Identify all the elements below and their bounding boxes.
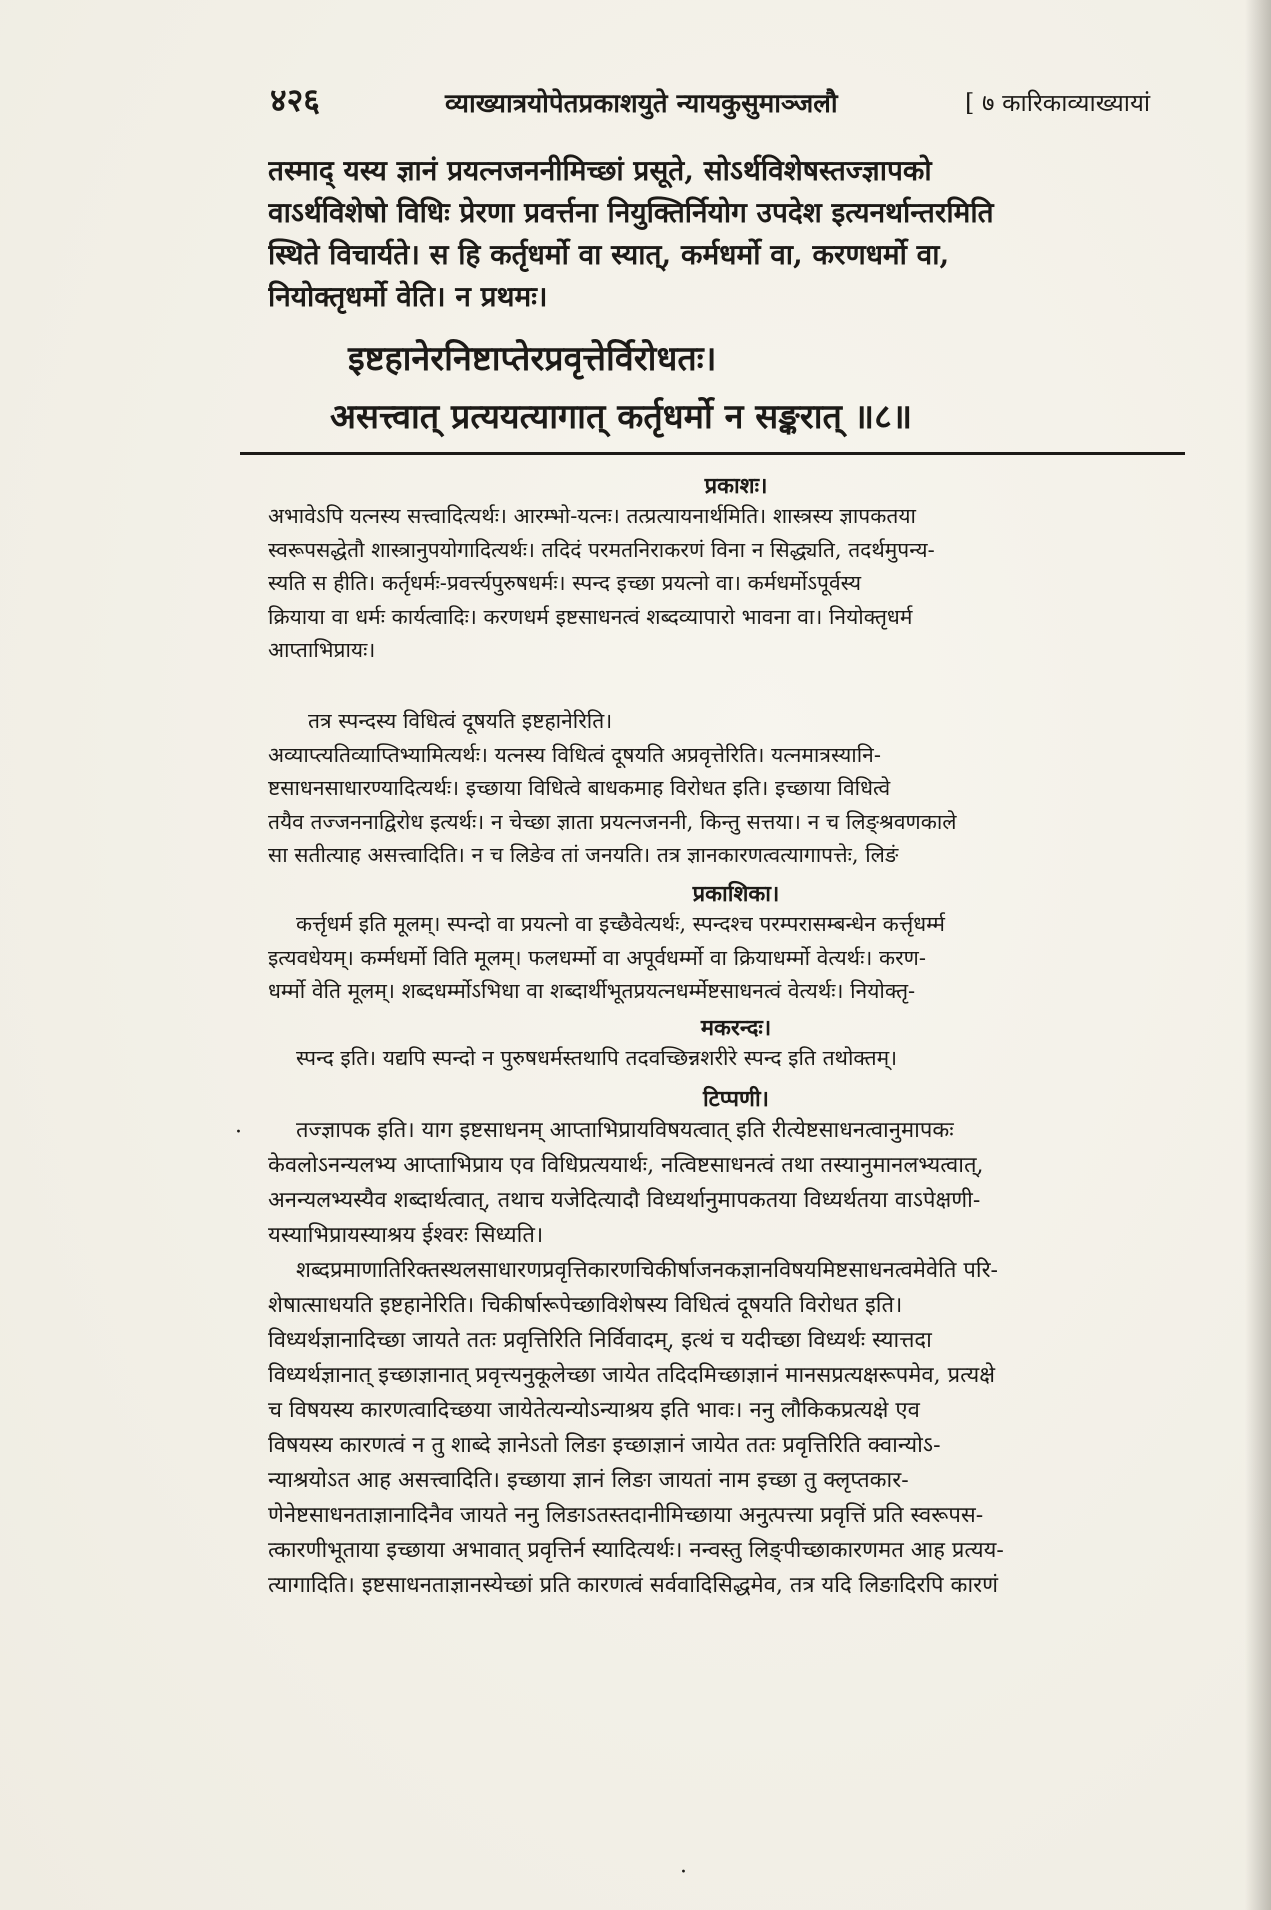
commentary-line: विध्यर्थज्ञानादिच्छा जायते ततः प्रवृत्तिरिति निर्विवादम्, इत्थं च यदीच्छा विध्यर्थः स्यात्तदा — [268, 1328, 932, 1353]
commentary-line: विषयस्य कारणत्वं न तु शाब्दे ज्ञानेऽतो लिङा इच्छाज्ञानं जायेत ततः प्रवृत्तिरिति क्वान्योऽ- — [268, 1433, 941, 1458]
commentary-line: स्यति स हीति। कर्तृधर्मः-प्रवर्त्त्यपुरुषधर्मः। स्पन्द इच्छा प्रयत्नो वा। कर्मधर्मोऽपूर्वस्य — [268, 571, 861, 595]
margin-mark: · — [680, 1860, 687, 1885]
commentary-line: अव्याप्त्यतिव्याप्तिभ्यामित्यर्थः। यत्नस्य विधित्वं दूषयति अप्रवृत्तेरिति। यत्नमात्रस्यानि- — [268, 742, 881, 767]
heading-tippani: टिप्पणी। — [702, 1086, 769, 1112]
commentary-line: यस्याभिप्रायस्याश्रय ईश्वरः सिध्यति। — [268, 1223, 544, 1248]
page-header — [270, 70, 1210, 130]
commentary-line: च विषयस्य कारणत्वादिच्छया जायेतेत्यन्योऽन्याश्रय इति भावः। ननु लौकिकप्रत्यक्षे एव — [268, 1398, 920, 1423]
commentary-line: शेषात्साधयति इष्टहानेरिति। चिकीर्षारूपेच्छाविशेषस्य विधित्वं दूषयति विरोधत इति। — [268, 1293, 903, 1318]
commentary-line: इत्यवधेयम्। कर्म्मधर्मो विति मूलम्। फलधर्म्मो वा अपूर्वधर्म्मो वा क्रियाधर्म्मो वेत्यर्थः। करण- — [268, 945, 926, 970]
commentary-line: आप्ताभिप्रायः। — [268, 638, 376, 662]
commentary-line: अनन्यलभ्यस्यैव शब्दार्थत्वात्, तथाच यजेदित्यादौ विध्यर्थानुमापकतया विध्यर्थतया वाऽपेक्षणी- — [268, 1188, 981, 1213]
karika-verse — [330, 330, 1160, 446]
prakashika-commentary — [268, 908, 1204, 1009]
verse-line: असत्त्वात् प्रत्ययत्यागात् कर्तृधर्मो न सङ्करात् ॥८॥ — [330, 397, 913, 437]
commentary-line: तज्ज्ञापक इति। याग इष्टसाधनम् आप्ताभिप्रायविषयत्वात् इति रीत्येष्टसाधनत्वानुमापकः — [296, 1118, 954, 1143]
commentary-line: शब्दप्रमाणातिरिक्तस्थलसाधारणप्रवृत्तिकारणचिकीर्षाजनकज्ञानविषयमिष्टसाधनत्वमेवेति परि- — [296, 1258, 998, 1283]
root-text-line: तस्माद् यस्य ज्ञानं प्रयत्नजननीमिच्छां प्रसूते, सोऽर्थविशेषस्तज्ज्ञापको — [268, 154, 932, 187]
page-edge-shadow — [1245, 0, 1271, 1910]
commentary-line: केवलोऽनन्यलभ्य आप्ताभिप्राय एव विधिप्रत्ययार्थः, नत्विष्टसाधनत्वं तथा तस्यानुमानलभ्यत्वात्, — [268, 1153, 984, 1178]
running-title: व्याख्यात्रयोपेतप्रकाशयुते न्यायकुसुमाञ्जलौ — [445, 89, 838, 119]
commentary-line: कर्त्तृधर्म इति मूलम्। स्पन्दो वा प्रयत्नो वा इच्छैवेत्यर्थः, स्पन्दश्च परम्परासम्बन्धेन कर्त्तृधर्म्म — [296, 912, 945, 936]
prakasha-commentary-2 — [268, 705, 1204, 873]
commentary-line: ष्टसाधनसाधारण्यादित्यर्थः। इच्छाया विधित्वे बाधकमाह विरोधत इति। इच्छाया विधित्वे — [268, 776, 891, 800]
commentary-line: न्याश्रयोऽत आह असत्त्वादिति। इच्छाया ज्ञानं लिङा जायतां नाम इच्छा तु क्लृप्तकार- — [268, 1468, 909, 1493]
root-text-line: वाऽर्थविशेषो विधिः प्रेरणा प्रवर्त्तना नियुक्तिर्नियोग उपदेश इत्यनर्थान्तरमिति — [268, 196, 994, 229]
heading-prakasha: प्रकाशः। — [704, 473, 768, 499]
commentary-line: स्वरूपसद्धेतौ शास्त्रानुपयोगादित्यर्थः। तदिदं परमतनिराकरणं विना न सिद्ध्यति, तदर्थमुपन्य- — [268, 537, 935, 562]
page-number: ४२६ — [270, 81, 320, 119]
commentary-line: त्कारणीभूताया इच्छाया अभावात् प्रवृत्तिर्न स्यादित्यर्थः। नन्वस्तु लिङ्पीच्छाकारणमत आह प्रत्यय- — [268, 1538, 1004, 1563]
commentary-line: विध्यर्थज्ञानात् इच्छाज्ञानात् प्रवृत्त्यनुकूलेच्छा जायेत तदिदमिच्छाज्ञानं मानसप्रत्यक्षरूपमेव, प्रत्यक्षे — [268, 1363, 996, 1388]
commentary-line: क्रियाया वा धर्मः कार्यत्वादिः। करणधर्म इष्टसाधनत्वं शब्दव्यापारो भावना वा। नियोक्तृधर्म — [268, 604, 913, 629]
commentary-line: स्पन्द इति। यद्यपि स्पन्दो न पुरुषधर्मस्तथापि तदवच्छिन्नशरीरे स्पन्द इति तथोक्तम्। — [296, 1046, 898, 1070]
commentary-line: त्यागादिति। इष्टसाधनताज्ञानस्येच्छां प्रति कारणत्वं सर्ववादिसिद्धमेव, तत्र यदि लिङादिरपि कारणं — [268, 1573, 999, 1598]
commentary-line: सा सतीत्याह असत्त्वादिति। न च लिङेव तां जनयति। तत्र ज्ञानकारणत्वत्यागापत्तेः, लिङं — [268, 843, 899, 867]
section-label: [ ७ कारिकाव्याख्यायां — [965, 89, 1151, 117]
tippani-commentary — [268, 1113, 1204, 1603]
prakasha-commentary — [268, 500, 1204, 668]
commentary-line: अभावेऽपि यत्नस्य सत्त्वादित्यर्थः। आरम्भो-यत्नः। तत्प्रत्यायनार्थमिति। शास्त्रस्य ज्ञापकतया — [268, 504, 916, 528]
margin-mark: · — [235, 1120, 242, 1145]
commentary-line: णेनेष्टसाधनताज्ञानादिनैव जायते ननु लिङाऽतस्तदानीमिच्छाया अनुत्पत्त्या प्रवृत्तिं प्रति स्वरूपस- — [268, 1503, 984, 1528]
commentary-line: तत्र स्पन्दस्य विधित्वं दूषयति इष्टहानेरिति। — [308, 709, 613, 733]
heading-prakashika: प्रकाशिका। — [692, 881, 780, 907]
root-text-line: नियोक्तृधर्मो वेति। न प्रथमः। — [268, 280, 548, 313]
heading-makaranda: मकरन्दः। — [700, 1015, 772, 1041]
commentary-line: तयैव तज्जननाद्विरोध इत्यर्थः। न चेच्छा ज्ञाता प्रयत्नजननी, किन्तु सत्तया। न च लिङ्श्रवणकाले — [268, 809, 957, 834]
root-text — [268, 150, 1204, 318]
verse-line: इष्टहानेरनिष्टाप्तेरप्रवृत्तेर्विरोधतः। — [348, 339, 717, 379]
root-text-line: स्थिते विचार्यते। स हि कर्तृधर्मो वा स्यात्, कर्मधर्मो वा, करणधर्मो वा, — [268, 238, 950, 271]
verse-rule — [240, 452, 1185, 455]
commentary-line: धर्म्मो वेति मूलम्। शब्दधर्म्मोऽभिधा वा शब्दार्थीभूतप्रयत्नधर्म्मेष्टसाधनत्वं वेत्यर्थः। नियोक्तृ- — [268, 979, 916, 1003]
makaranda-commentary — [268, 1042, 1204, 1076]
